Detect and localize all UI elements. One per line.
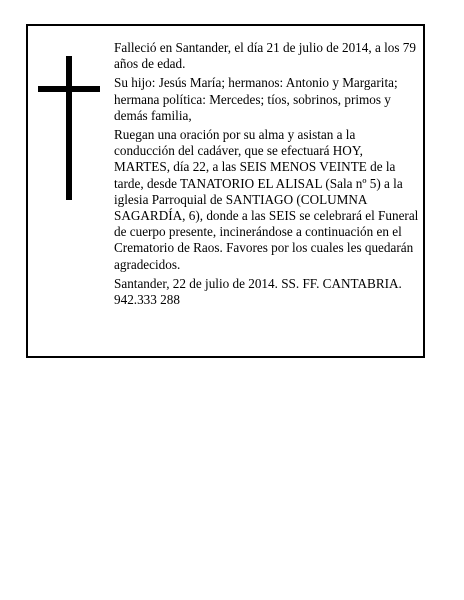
funeral-details: Ruegan una oración por su alma y asistan a la conducción del cadáver, que se efectuará HOY, MARTES, día 22, a las SEIS MENOS VEINTE de la tarde, desde TANATORIO EL ALISAL (Sala nº 5) a la iglesia Parroquial de SANTIAGO (COLUMNA SAGARDÍA, 6), donde a las SEIS se celebrará el Funeral de cuerpo presente, incinerándose a continuación en el Crematorio de Raos. Favores por los cuales les quedarán agradecidos. [114, 127, 419, 272]
place-date-funeral-home: Santander, 22 de julio de 2014. SS. FF. CANTABRIA. 942.333 288 [114, 275, 402, 308]
cross-vertical-bar [66, 56, 72, 200]
cross-horizontal-bar [38, 86, 100, 92]
cross-icon [38, 56, 100, 200]
family-members: Su hijo: Jesús María; hermanos: Antonio y Margarita; hermana política: Mercedes; tíos, sobrinos, primos y demás familia, [114, 75, 398, 123]
death-announcement: Falleció en Santander, el día 21 de julio de 2014, a los 79 años de edad. [114, 40, 416, 72]
notice-text [114, 40, 419, 311]
obituary-notice [26, 24, 425, 358]
